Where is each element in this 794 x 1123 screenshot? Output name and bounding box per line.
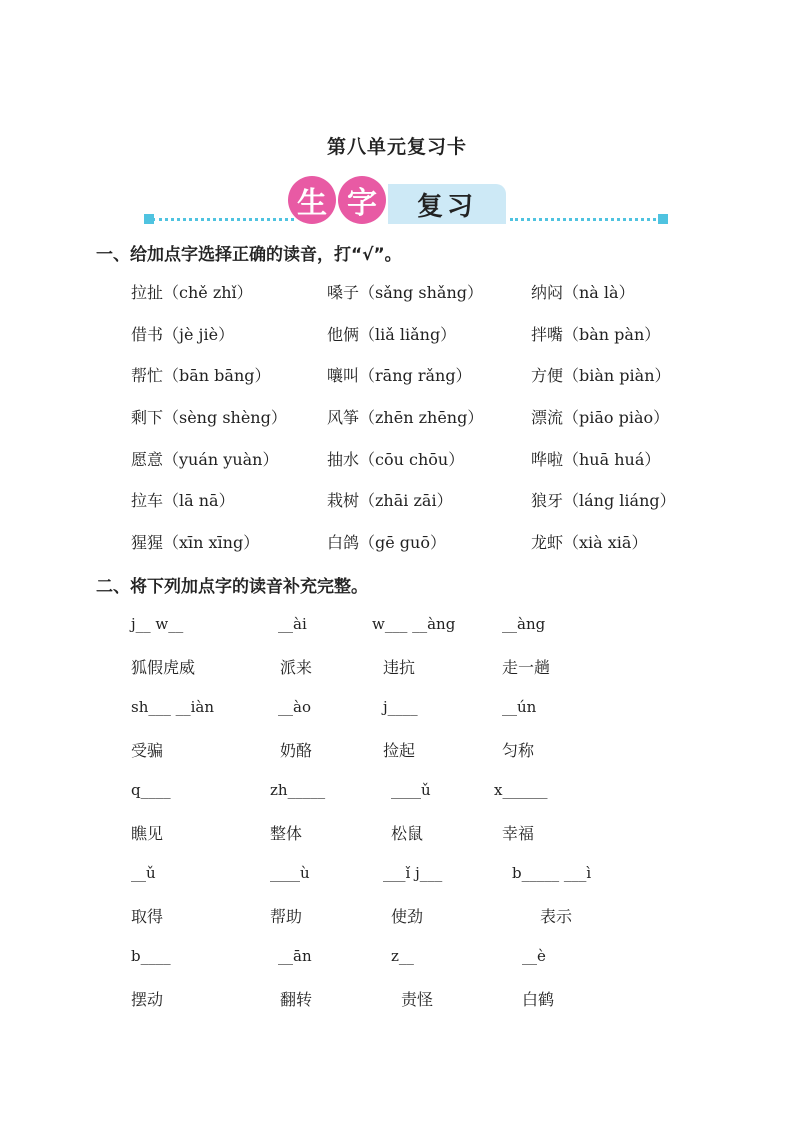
section1-heading: 一、给加点字选择正确的读音，打“√”。	[96, 245, 402, 265]
word: 奶酪	[280, 741, 313, 760]
section-banner	[144, 176, 668, 232]
word: 瞧见	[131, 824, 164, 843]
pinyin-blank: b_____ ___ì	[512, 864, 592, 882]
choice-item: 狼牙（láng liáng）	[531, 491, 676, 510]
pinyin-blank: sh___ __iàn	[131, 698, 215, 716]
pinyin-blank: __ún	[502, 698, 537, 716]
choice-item: 漂流（piāo piào）	[531, 408, 670, 427]
pinyin-blank: __ào	[278, 698, 311, 716]
word: 责怪	[401, 990, 434, 1009]
pinyin-blank: q____	[131, 781, 171, 799]
pinyin-blank: __ài	[278, 615, 307, 633]
banner-dotted-line-right	[510, 218, 656, 221]
banner-square-right	[658, 214, 668, 224]
choice-item: 抽水（cōu chōu）	[327, 450, 465, 469]
word: 派来	[280, 658, 313, 677]
pinyin-blank: ____ù	[270, 864, 310, 882]
word: 违抗	[383, 658, 416, 677]
choice-item: 拌嘴（bàn pàn）	[531, 325, 661, 344]
banner-review-box: 复习	[388, 184, 506, 224]
pinyin-blank: j____	[383, 698, 418, 716]
choice-item: 栽树（zhāi zāi）	[327, 491, 453, 510]
choice-item: 龙虾（xià xiā）	[531, 533, 648, 552]
word: 整体	[270, 824, 303, 843]
word: 取得	[131, 907, 164, 926]
pinyin-blank: z__	[391, 947, 414, 965]
word: 使劲	[391, 907, 424, 926]
choice-item: 帮忙（bān bāng）	[131, 366, 271, 385]
choice-item: 拉扯（chě zhǐ）	[131, 283, 253, 302]
word: 帮助	[270, 907, 303, 926]
choice-item: 嚷叫（rāng rǎng）	[327, 366, 472, 385]
choice-item: 剩下（sèng shèng）	[131, 408, 287, 427]
pinyin-blank: __àng	[502, 615, 546, 633]
pinyin-blank: j__ w__	[131, 615, 184, 633]
choice-item: 风筝（zhēn zhēng）	[327, 408, 484, 427]
pinyin-blank: w___ __àng	[372, 615, 456, 633]
section2-heading: 二、将下列加点字的读音补充完整。	[96, 577, 368, 597]
choice-item: 纳闷（nà là）	[531, 283, 635, 302]
word: 狐假虎威	[131, 658, 196, 677]
pinyin-blank: ____ǔ	[391, 781, 431, 799]
word: 捡起	[383, 741, 416, 760]
word: 走一趟	[502, 658, 551, 677]
choice-item: 哗啦（huā huá）	[531, 450, 661, 469]
word: 摆动	[131, 990, 164, 1009]
pinyin-blank: b____	[131, 947, 171, 965]
choice-item: 拉车（lā nā）	[131, 491, 235, 510]
word: 翻转	[280, 990, 313, 1009]
choice-item: 方便（biàn piàn）	[531, 366, 671, 385]
pinyin-blank: zh_____	[270, 781, 326, 799]
word: 白鹤	[522, 990, 555, 1009]
page-title: 第八单元复习卡	[326, 136, 467, 158]
choice-item: 白鸽（gē guō）	[327, 533, 446, 552]
banner-circle-1: 生	[288, 176, 336, 224]
pinyin-blank: x______	[494, 781, 548, 799]
pinyin-blank: __ān	[278, 947, 312, 965]
word: 幸福	[502, 824, 535, 843]
word: 受骗	[131, 741, 164, 760]
choice-item: 借书（jè jiè）	[131, 325, 235, 344]
choice-item: 愿意（yuán yuàn）	[131, 450, 279, 469]
pinyin-blank: __è	[522, 947, 546, 965]
banner-circle-2: 字	[338, 176, 386, 224]
choice-item: 猩猩（xīn xīng）	[131, 533, 260, 552]
word: 松鼠	[391, 824, 424, 843]
choice-item: 他俩（liǎ liǎng）	[327, 325, 457, 344]
word: 匀称	[502, 741, 535, 760]
word: 表示	[540, 907, 573, 926]
pinyin-blank: ___ǐ j___	[383, 864, 443, 882]
banner-dotted-line-left	[152, 218, 294, 221]
pinyin-blank: __ǔ	[131, 864, 156, 882]
choice-item: 嗓子（sǎng shǎng）	[327, 283, 483, 302]
